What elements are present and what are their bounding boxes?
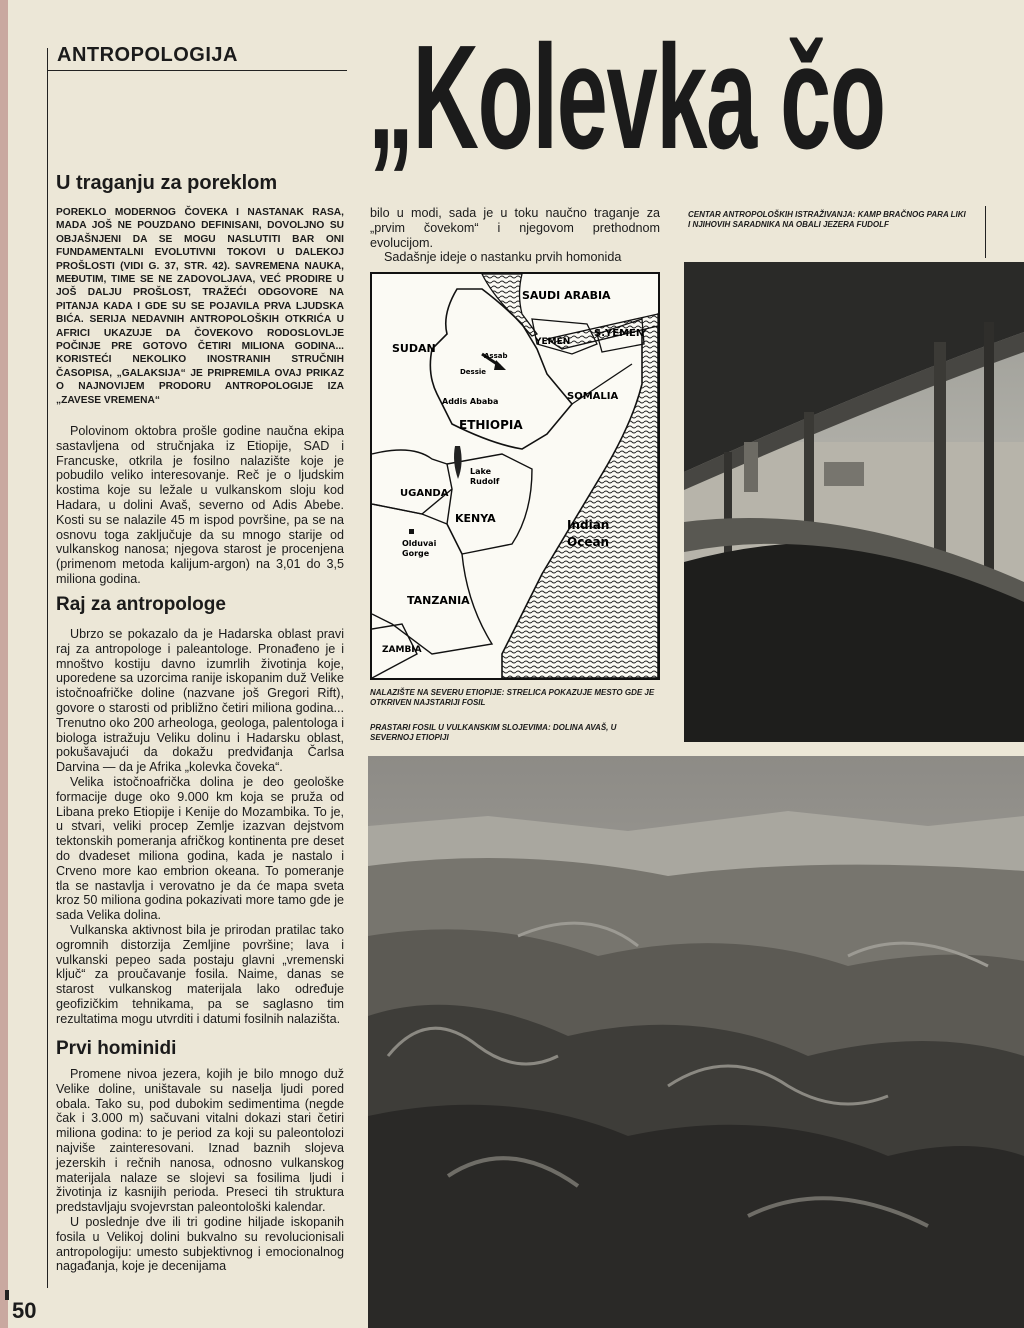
map-label: ETHIOPIA	[459, 418, 523, 432]
camp-photo	[684, 262, 1024, 742]
intro-lead: POREKLO MODERNOG ČOVEKA I NASTANAK RASA, MADA JOŠ NE POUZDANO DEFINISANI, DOVOLJNO SU OBJAŠNJENI DA SE MOGU NASLUTITI BAR ONI FUNDAMENTALNI EVOLUTIVNI TOKOVI U DALEKOJ PROŠLOSTI (VIDI G. 37, STR. 42). SAVREMENA NAUKA, MEĐUTIM, TIME SE NE ZADOVOLJAVA, VEĆ PRODIRE U JOŠ DALJU PROŠLOST, TRAŽEĆI ODGOVORE NA PITANJA KADA I GDE SU SE POJAVILA PRVA LJUDSKA BIĆA. SERIJA NEDAVNIH ANTROPOLOŠKIH OTKRIĆA U AFRICI UKAZUJE DA ČOVEKOVO RODOSLOVLJE POČINJE PRE GOTOVO ČETIRI MILIONA GODINA... KORISTEĆI NEKOLIKO INOSTRANIH STRUČNIH ČASOPISA, „GALAKSIJA“ JE PRIPREMILA OVAJ PRIKAZ O NAJNOVIJEM PRODORU ANTROPOLOGIJE IZA „ZAVESE VREMENA“	[56, 207, 344, 406]
map-label: Gorge	[402, 549, 430, 558]
paragraph: Vulkanska aktivnost bila je prirodan pratilac tako ogromnih distorzija Zemljine površine; lava i vulkanski pepeo sada postaju glavni „vremenski ključ“ za proučavanje fosila. Naime, danas se starost vulkanskog materijala lako određuje geofizičkim tehnikama, pa se saglasno tim rezultatima mogu utvrditi i datumi fosilnih nalazišta.	[56, 922, 344, 1026]
paragraph: Velika istočnoafrička dolina je deo geološke formacije duge oko 9.000 km koja se pruža od Libana preko Etiopije i Kenije do Mozambika. To je, u stvari, veliki procep Zemlje izazvan dejstvom tektonskih pomeranja afričkog kontinenta pre deset do dvadeset miliona godina, kada je nastalo i Crveno more kao embrion okeana. To pomeranje tla se nastavlja i verovatno je da će mapa sveta kroz 50 miliona godina pokazivati more tamo gde je sada Velika dolina.	[56, 774, 344, 923]
page-number: 50	[12, 1298, 37, 1323]
map-label: KENYA	[455, 512, 496, 525]
map-label: Dessie	[460, 368, 487, 376]
map-label: Rudolf	[470, 477, 500, 486]
map-label: Assab	[484, 352, 508, 360]
valley-photo-caption: PRASTARI FOSIL U VULKANSKIM SLOJEVIMA: DOLINA AVAŠ, U SEVERNOJ ETIOPIJI	[370, 723, 617, 742]
page-edge-strip	[0, 0, 8, 1328]
map-label: TANZANIA	[407, 594, 470, 607]
section-label: ANTROPOLOGIJA	[57, 44, 238, 66]
header-rule	[47, 70, 347, 71]
column-1-section-raj	[56, 627, 344, 1027]
map-label: ZAMBIA	[382, 645, 422, 655]
margin-mark	[5, 1290, 9, 1300]
map-label: YEMEN	[535, 337, 571, 347]
red-sea	[482, 274, 537, 336]
map-caption: NALAZIŠTE NA SEVERU ETIOPIJE: STRELICA POKAZUJE MESTO GDE JE OTKRIVEN NAJSTARIJI FOSIL	[370, 688, 655, 707]
column-1-text	[56, 424, 344, 587]
heading-raj: Raj za antropologe	[56, 594, 226, 615]
map-label: Addis Ababa	[442, 397, 499, 406]
paragraph: Ubrzo se pokazalo da je Hadarska oblast pravi raj za antropologe i paleantologe. Pronađeno je i mnoštvo kostiju davno izumrlih životinja koje, uporedene sa uzorcima ranije iskopanim duž Velike istočnoafričke doline (nazvane još Gregori Rift), govore o starosti od približno četiri miliona godina... Trenutno oko 200 arheologa, geologa, palentologa i biologa istražuju Veliku dolinu i Hadarsku oblast, pokušavajući da dokažu predviđanja Čarlsa Darvina — da je Afrika „kolevka čoveka“.	[56, 627, 345, 775]
map-label: S.YEMEN	[594, 328, 645, 339]
column-1-section-hominidi	[56, 1067, 344, 1274]
heading-prvi-hominidi: Prvi hominidi	[56, 1038, 177, 1059]
olduvai-marker-icon	[409, 529, 414, 534]
map-label: Indian	[567, 518, 610, 532]
intro-subhead: U traganju za poreklom	[56, 172, 278, 194]
tanzania-border	[372, 504, 492, 654]
map-label: SAUDI ARABIA	[522, 289, 611, 302]
uganda-border	[372, 450, 452, 514]
east-africa-map	[370, 272, 660, 680]
paragraph: Polovinom oktobra prošle godine naučna ekipa sastavljena od stručnjaka iz Etiopije, SAD i Francuske, otkrila je fosilno nalazište koje je pobudilo veliko interesovanje. Reč je o ljudskim kostima koje su ležale u vulkanskom sloju kod Hadara, u dolini Avaš, severno od Adis Abebe. Kosti su se nalazile 45 m ispod površine, pa se na osnovu toga zaključuje da su mnogo starije od vulkanskog nanosa; njegova starost je procenjena (primenom metoda kalijum-argon) na 3,01 do 3,5 miliona godina.	[56, 424, 344, 586]
camp-photo-caption: CENTAR ANTROPOLOŠKIH ISTRAŽIVANJA: KAMP BRAČNOG PARA LIKI I NJIHOVIH SARADNIKA NA OBALI JEZERA FUDOLF	[688, 210, 966, 229]
paragraph: Sadašnje ideje o nastanku prvih homonida	[384, 250, 622, 265]
map-label: Olduvai	[402, 539, 437, 548]
map-label: UGANDA	[400, 488, 449, 499]
margin-rule	[47, 48, 48, 1288]
lake-rudolf	[454, 446, 462, 479]
camp-photo-image	[684, 262, 1024, 742]
paragraph: U poslednje dve ili tri godine hiljade iskopanih fosila u Velikoj dolini bukvalno su revolucionisali antropologiju: umesto subjektivnog i emocionalnog nagađanja, koje je decenijama	[56, 1214, 344, 1274]
indian-ocean	[502, 314, 658, 678]
arrow-head-icon	[494, 360, 506, 370]
map-label: Lake	[470, 467, 492, 476]
caption-rule	[985, 206, 986, 258]
column-2-text	[370, 206, 660, 265]
map-label: SUDAN	[392, 342, 436, 355]
article-headline: „Kolevka čo	[368, 15, 885, 180]
awash-valley-image	[368, 756, 1024, 1328]
map-label: Ocean	[567, 535, 610, 549]
awash-valley-photo	[368, 756, 1024, 1328]
paragraph: bilo u modi, sada je u toku naučno traganje za „prvim čovekom“ i njegovom prethodnom evolucijom.	[370, 206, 660, 250]
map-drawing	[372, 274, 658, 678]
map-label: SOMALIA	[567, 391, 619, 402]
paragraph: Promene nivoa jezera, kojih je bilo mnogo duž Velike doline, uništavale su naselja ljudi pored obala. Tako su, pod dubokim sedimentima (negde čak i 3.000 m) sačuvani vitalni dokazi stari četiri miliona godina: to je period za koji su paleontolozi najviše zainteresovani. Iznad baznih slojeva jezerskih i rečnih nanosa, odnosno vulkanskog materijala nalaze se slojevi sa fosilima ljudi i životinja iz kasnijih perioda. Preseci tih struktura predstavljaju svojevrstan paleontološki kalendar.	[56, 1067, 344, 1215]
